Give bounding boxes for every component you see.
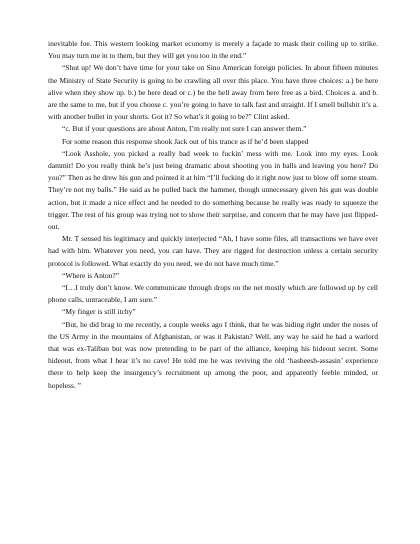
paragraph-8: “I…I truly don’t know. We communicate through drops on the net mostly which are followed up by cell phone calls, untraceable, I am sure.” [48, 283, 378, 305]
paragraph-3: “c. But if your questions are about Anton, I’m really not sure I can answer them.” [62, 124, 307, 134]
paragraph-4: For some reason this response shook Jack out of his trance as if he’d been slapped [62, 136, 309, 146]
paragraph-2: “Shut up! We don’t have time for your take on Sino American foreign policies. In about fifteen minutes the Ministry of State Security is going to be crawling all over this place. You have three choices: a.) be here alive when they show up. b.) be here dead or c.) be the hell away from here free as a bird. Choices a. and b. are the same to me, but if you choose c. you’re going to have to talk fast and straight. If I smell bullshit it’s a. with another bullet in your shorts. Got it? So what’s it going to be?” Clint asked. [48, 63, 378, 122]
paragraph-9: “My finger is still itchy” [62, 307, 136, 317]
paragraph-1: inevitable foe. This western looking market economy is merely a façade to mask their coiling up to strike. You may turn me in to them, but they will get you too in the end.” [48, 39, 378, 61]
paragraph-10: “But, he did brag to me recently, a couple weeks ago I think, that he was hiding right under the noses of the US Army in the mountains of Afghanistan, or was it Pakistan? Well, any way he said he had a warlord that was ex-Taliban but was now pretending to be part of the alliance, keeping his hideout secret. Some hideout, from what I hear it’s no cave! He told me he was reviving the old ‘hasheesh-assasin’ experience there to help keep the insurgency’s recruitment up among the poor, and apparently feeble minded, or hopeless. ” [48, 319, 378, 390]
paragraph-6: Mr. T sensed his legitimacy and quickly interjected “Ah, I have some files, all transactions we have ever had with him. Whatever you need, you can have. They are rigged for destruction unless a certain security protocol is followed. What exactly do you need, we do not have much time.” [48, 234, 378, 268]
paragraph-5: “Look Asshole, you picked a really bad week to fuckin’ mess with me. Look into my eyes. Look dammit! Do you really think he’s just being dramatic about shooting you in balls and leaving you here? Do you?” Then as he drew his gun and pointed it at him “I’ll fucking do it right now just to blow off some steam. They’re not my balls.” He said as he pulled back the hammer, though unnecessary given his gun was double action, but it made a nice effect and he needed to do something because he really was ready to squeeze the trigger. The rest of his group was trying not to show their surprise, and concern that he may have just flipped-out. [48, 148, 378, 232]
paragraph-7: “Where is Anton?” [62, 270, 120, 280]
document-page [48, 38, 378, 392]
